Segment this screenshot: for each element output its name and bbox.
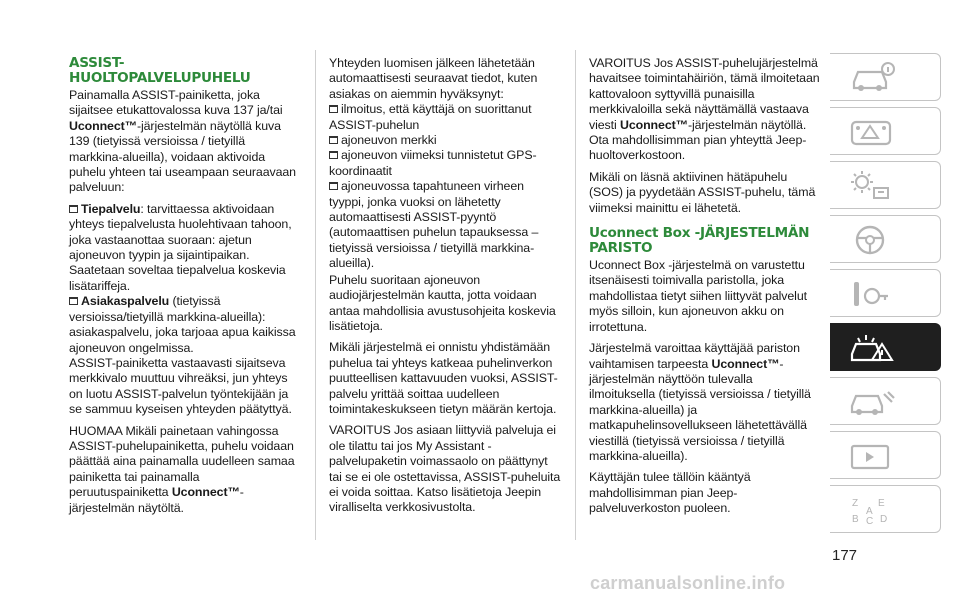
text-span: -järjestelmän näytöllä kuva 139 (tietyissä versioissa / tietyillä markkina-alueilla), voidaan aktivoida puhelu yhteen tai useampaan seuraavaan palveluun:: [69, 118, 296, 195]
column-1: [69, 56, 301, 522]
list-item: [329, 179, 561, 271]
text-span: -järjestelmän näytöltä.: [69, 485, 244, 515]
list-item-customer-service: [69, 294, 301, 356]
checkbox-bullet-icon: [69, 205, 78, 213]
text-span: ilmoitus, että käyttäjä on suorittanut ASSIST-puhelun: [329, 102, 532, 132]
index-letter: E: [878, 498, 885, 509]
index-letter: B: [852, 514, 859, 525]
list-item: [329, 148, 561, 179]
steering-wheel-icon: [848, 222, 898, 258]
text-span: Järjestelmä varoittaa käyttäjää pariston vaihtamisen tarpeesta: [589, 341, 800, 371]
bold-term: Uconnect™: [619, 117, 688, 132]
bold-term: Uconnect™: [711, 356, 780, 371]
paragraph-battery: Uconnect Box -järjestelmä on varustettu itsenäisesti toimivalla paristolla, joka mahdollistaa tietyt siihen liittyvät palvelut myös silloin, kun ajoneuvon akku on irrotettuna.: [589, 258, 807, 334]
tab-dashboard[interactable]: [830, 107, 941, 155]
tab-lights[interactable]: [830, 161, 941, 209]
car-service-icon: [848, 384, 898, 420]
section-heading-battery: Uconnect Box -JÄRJESTELMÄN PARISTO: [589, 225, 810, 257]
text-span: ajoneuvon merkki: [341, 133, 437, 148]
bold-term: Asiakaspalvelu: [81, 294, 170, 309]
paragraph-sos: Mikäli on läsnä aktiivinen hätäpuhelu (SOS) ja pyydetään ASSIST-puhelu, tämä viimeksi mainittu ei lähetetä.: [589, 169, 816, 215]
bold-term: Uconnect™: [69, 118, 137, 133]
tab-multimedia[interactable]: [830, 431, 941, 479]
weather-lights-icon: [848, 168, 898, 204]
text-span: ajoneuvon viimeksi tunnistetut GPS-koordinaatit: [329, 148, 537, 178]
text-span: -järjestelmän näytöllä. Ota mahdollisimman pian yhteyttä Jeep-huoltoverkostoon.: [589, 117, 807, 163]
paragraph-indicator: ASSIST-painiketta vastaavasti sijaitseva merkkivalo muuttuu vihreäksi, jun yhteys on luotu ASSIST-palvelun työntekijään ja se sammuu kyseisen yhteyden päätyttyä.: [69, 355, 292, 417]
alphabet-index-icon: [848, 492, 898, 528]
text-span: Painamalla ASSIST-painiketta, joka sijaitsee etukattovalossa kuva 137 ja/tai: [69, 88, 283, 118]
text-span: : tarvittaessa aktivoidaan yhteys tiepalvelusta huolehtivaan tahoon, joka vastaanottaa suoraan: ajetun ajoneuvon tyypin ja sijaintipaikan. Saatetaan soveltaa tiepalvelua koskevia lisätariffeja.: [69, 201, 292, 293]
checkbox-bullet-icon: [329, 136, 338, 144]
text-span: HUOMAA Mikäli painetaan vahingossa ASSIST-puhelupainiketta, puhelu voidaan päättää aina painamalla uudelleen samaa painiketta tai painamalla peruutuspainiketta: [69, 423, 295, 500]
text-span: VAROITUS Jos ASSIST-puhelujärjestelmä havaitsee toimintahäiriön, tämä ilmoitetaan kattovaloon syttyvillä punaisilla merkkivaloilla sekä näyttämällä vastaava viesti: [589, 56, 820, 132]
index-letter: A: [866, 506, 873, 517]
paragraph-retry: Mikäli järjestelmä ei onnistu yhdistämään puhelua tai yhteys katkeaa puhelinverkon puutteellisen kattavuuden vuoksi, ASSIST-palvelu yrittää soittaa uudelleen toimintakeskukseen tietyn määrän kertoja.: [329, 340, 558, 416]
paragraph-data-intro: Yhteyden luomisen jälkeen lähetetään automaattisesti seuraavat tiedot, kuten asiakas on aiemmin hyväksynyt:: [329, 56, 538, 101]
text-span: ajoneuvossa tapahtuneen virheen tyyppi, jonka vuoksi on lähetetty automaattisesti ASSIST-pyyntö (automaattisen puhelun tapauksessa – tietyissä versioissa / tietyillä markkina-alueilla).: [329, 179, 539, 271]
paragraph-warning-malfunction: [589, 56, 821, 164]
emergency-car-icon: [848, 330, 898, 366]
column-2: [329, 56, 561, 522]
tools-key-icon: [848, 276, 898, 312]
paragraph-audio: Puhelu suoritaan ajoneuvon audiojärjestelmän kautta, jotta voidaan antaa mahdollisia avustusohjeita koskevia lisätietoja.: [329, 272, 556, 333]
checkbox-bullet-icon: [329, 105, 338, 113]
section-heading-assist: ASSIST-HUOLTOPALVELUPUHELU: [69, 55, 251, 86]
column-divider: [315, 50, 316, 540]
checkbox-bullet-icon: [329, 182, 338, 190]
tab-service[interactable]: [830, 377, 941, 425]
paragraph-note: [69, 424, 301, 516]
list-item-road-service: [69, 202, 301, 294]
dashboard-warning-icon: [848, 114, 898, 150]
tab-steering[interactable]: [830, 215, 941, 263]
list-item: [329, 102, 561, 133]
tab-index[interactable]: [830, 485, 941, 533]
column-divider: [575, 50, 576, 540]
text-span: (tietyissä versioissa/tietyillä markkina-alueilla): asiakaspalvelu, joka tarjoaa apua kaikissa ajoneuvon ongelmissa.: [69, 294, 296, 355]
paragraph-replace: [589, 341, 821, 464]
text-span: -järjestelmän näyttöön tulevalla ilmoituksella (tietyissä versioissa / tietyillä markkina-alueilla) ja matkapuhelinsovellukseen lähetettävällä viestillä (tietyissä versioissa / tietyillä markkina-alueilla).: [589, 356, 811, 463]
tab-car-info[interactable]: [830, 53, 941, 101]
column-3: [589, 56, 821, 523]
page-number: 177: [832, 547, 858, 564]
paragraph-intro: [69, 88, 301, 196]
tab-tools[interactable]: [830, 269, 941, 317]
paragraph-contact: Käyttäjän tulee tällöin kääntyä mahdollisimman pian Jeep-palveluverkoston puoleen.: [589, 470, 751, 516]
checkbox-bullet-icon: [69, 297, 78, 305]
list-item: [329, 133, 561, 148]
index-letter: D: [880, 514, 888, 525]
index-letter: C: [866, 516, 874, 527]
watermark: carmanualsonline.info: [590, 573, 786, 593]
bold-term: Tiepalvelu: [81, 201, 141, 216]
multimedia-icon: [848, 438, 898, 474]
index-letter: Z: [852, 498, 859, 509]
bold-term: Uconnect™: [171, 485, 240, 500]
car-info-icon: [848, 60, 898, 96]
tab-emergency[interactable]: [830, 323, 941, 371]
checkbox-bullet-icon: [329, 151, 338, 159]
paragraph-warning: VAROITUS Jos asiaan liittyviä palveluja ei ole tilattu tai jos My Assistant -palvelupaketin voimassaolo on päättynyt tai se ei ole ostettavissa, ASSIST-puheluita ei voida soittaa. Katso lisätietoja Jeepin viralliselta verkkosivustolta.: [329, 423, 561, 515]
chapter-tabs: [830, 53, 941, 539]
